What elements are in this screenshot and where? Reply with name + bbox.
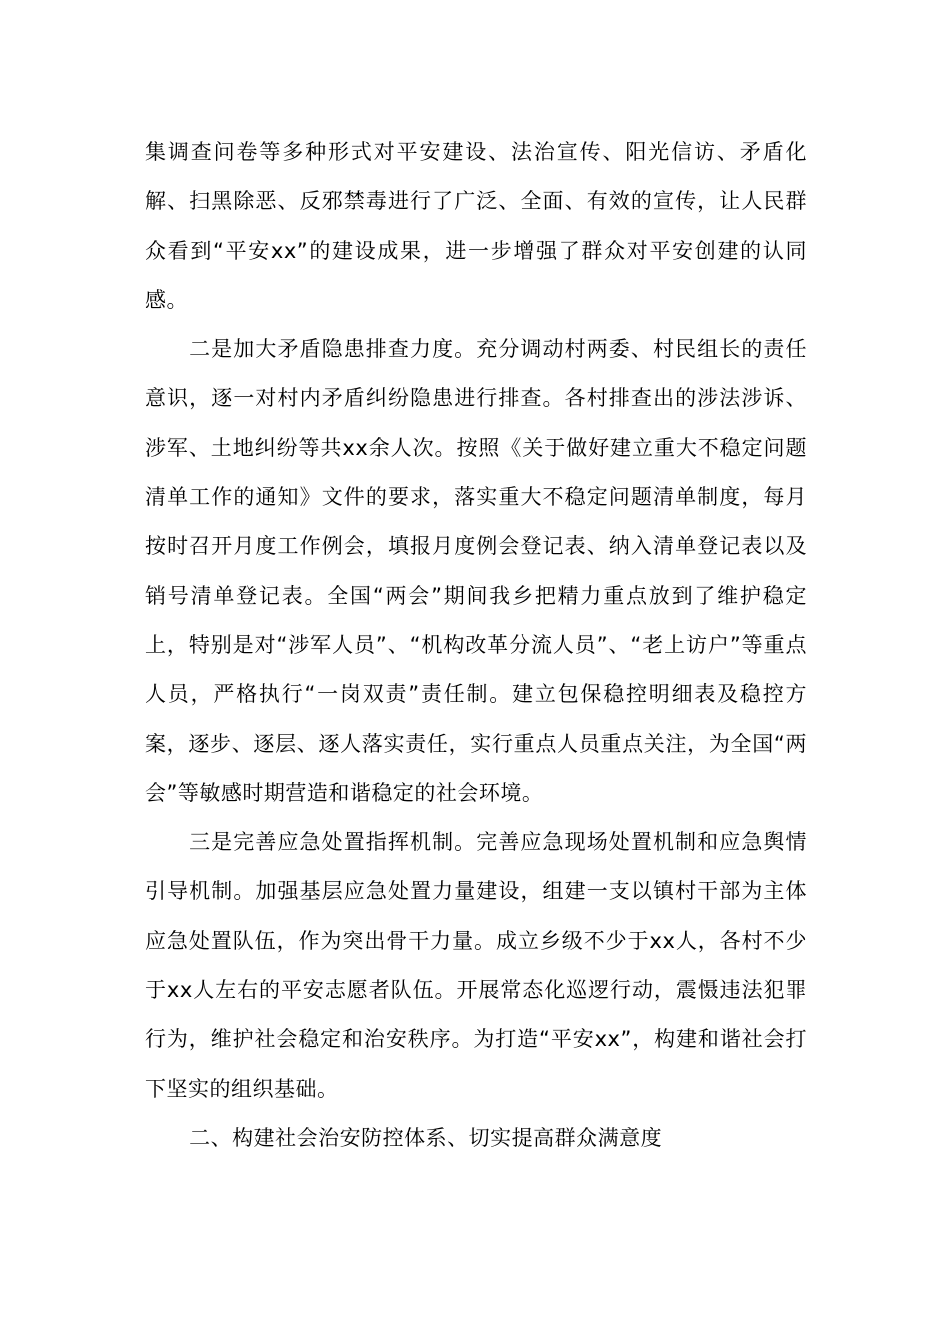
section-heading: 二、构建社会治安防控体系、切实提高群众满意度 xyxy=(189,1125,663,1150)
paragraph-conflict-screening: 二是加大矛盾隐患排查力度。充分调动村两委、村民组长的责任意识，逐一对村内矛盾纠纷隐患进行排查。各村排查出的涉法涉诉、涉军、土地纠纷等共xx余人次。按照《关于做好建立重大不稳定问题清单工作的通知》文件的要求，落实重大不稳定问题清单制度，每月按时召开月度工作例会，填报月度例会登记表、纳入清单登记表以及销号清单登记表。全国“两会”期间我乡把精力重点放到了维护稳定上，特别是对“涉军人员”、“机构改革分流人员”、“老上访户”等重点人员，严格执行“一岗双责”责任制。建立包保稳控明细表及稳控方案，逐步、逐层、逐人落实责任，实行重点人员重点关注，为全国“两会”等敏感时期营造和谐稳定的社会环境。 xyxy=(145,337,807,805)
paragraph-emergency-mechanism: 三是完善应急处置指挥机制。完善应急现场处置机制和应急舆情引导机制。加强基层应急处置力量建设，组建一支以镇村干部为主体应急处置队伍，作为突出骨干力量。成立乡级不少于xx人，各村不少于xx人左右的平安志愿者队伍。开展常态化巡逻行动，震慑违法犯罪行为，维护社会稳定和治安秩序。为打造“平安xx”，构建和谐社会打下坚实的组织基础。 xyxy=(145,830,807,1101)
paragraph-continued: 集调查问卷等多种形式对平安建设、法治宣传、阳光信访、矛盾化解、扫黑除恶、反邪禁毒进行了广泛、全面、有效的宣传，让人民群众看到“平安xx”的建设成果，进一步增强了群众对平安创建的认同感。 xyxy=(145,140,807,312)
document-body xyxy=(145,128,807,1163)
